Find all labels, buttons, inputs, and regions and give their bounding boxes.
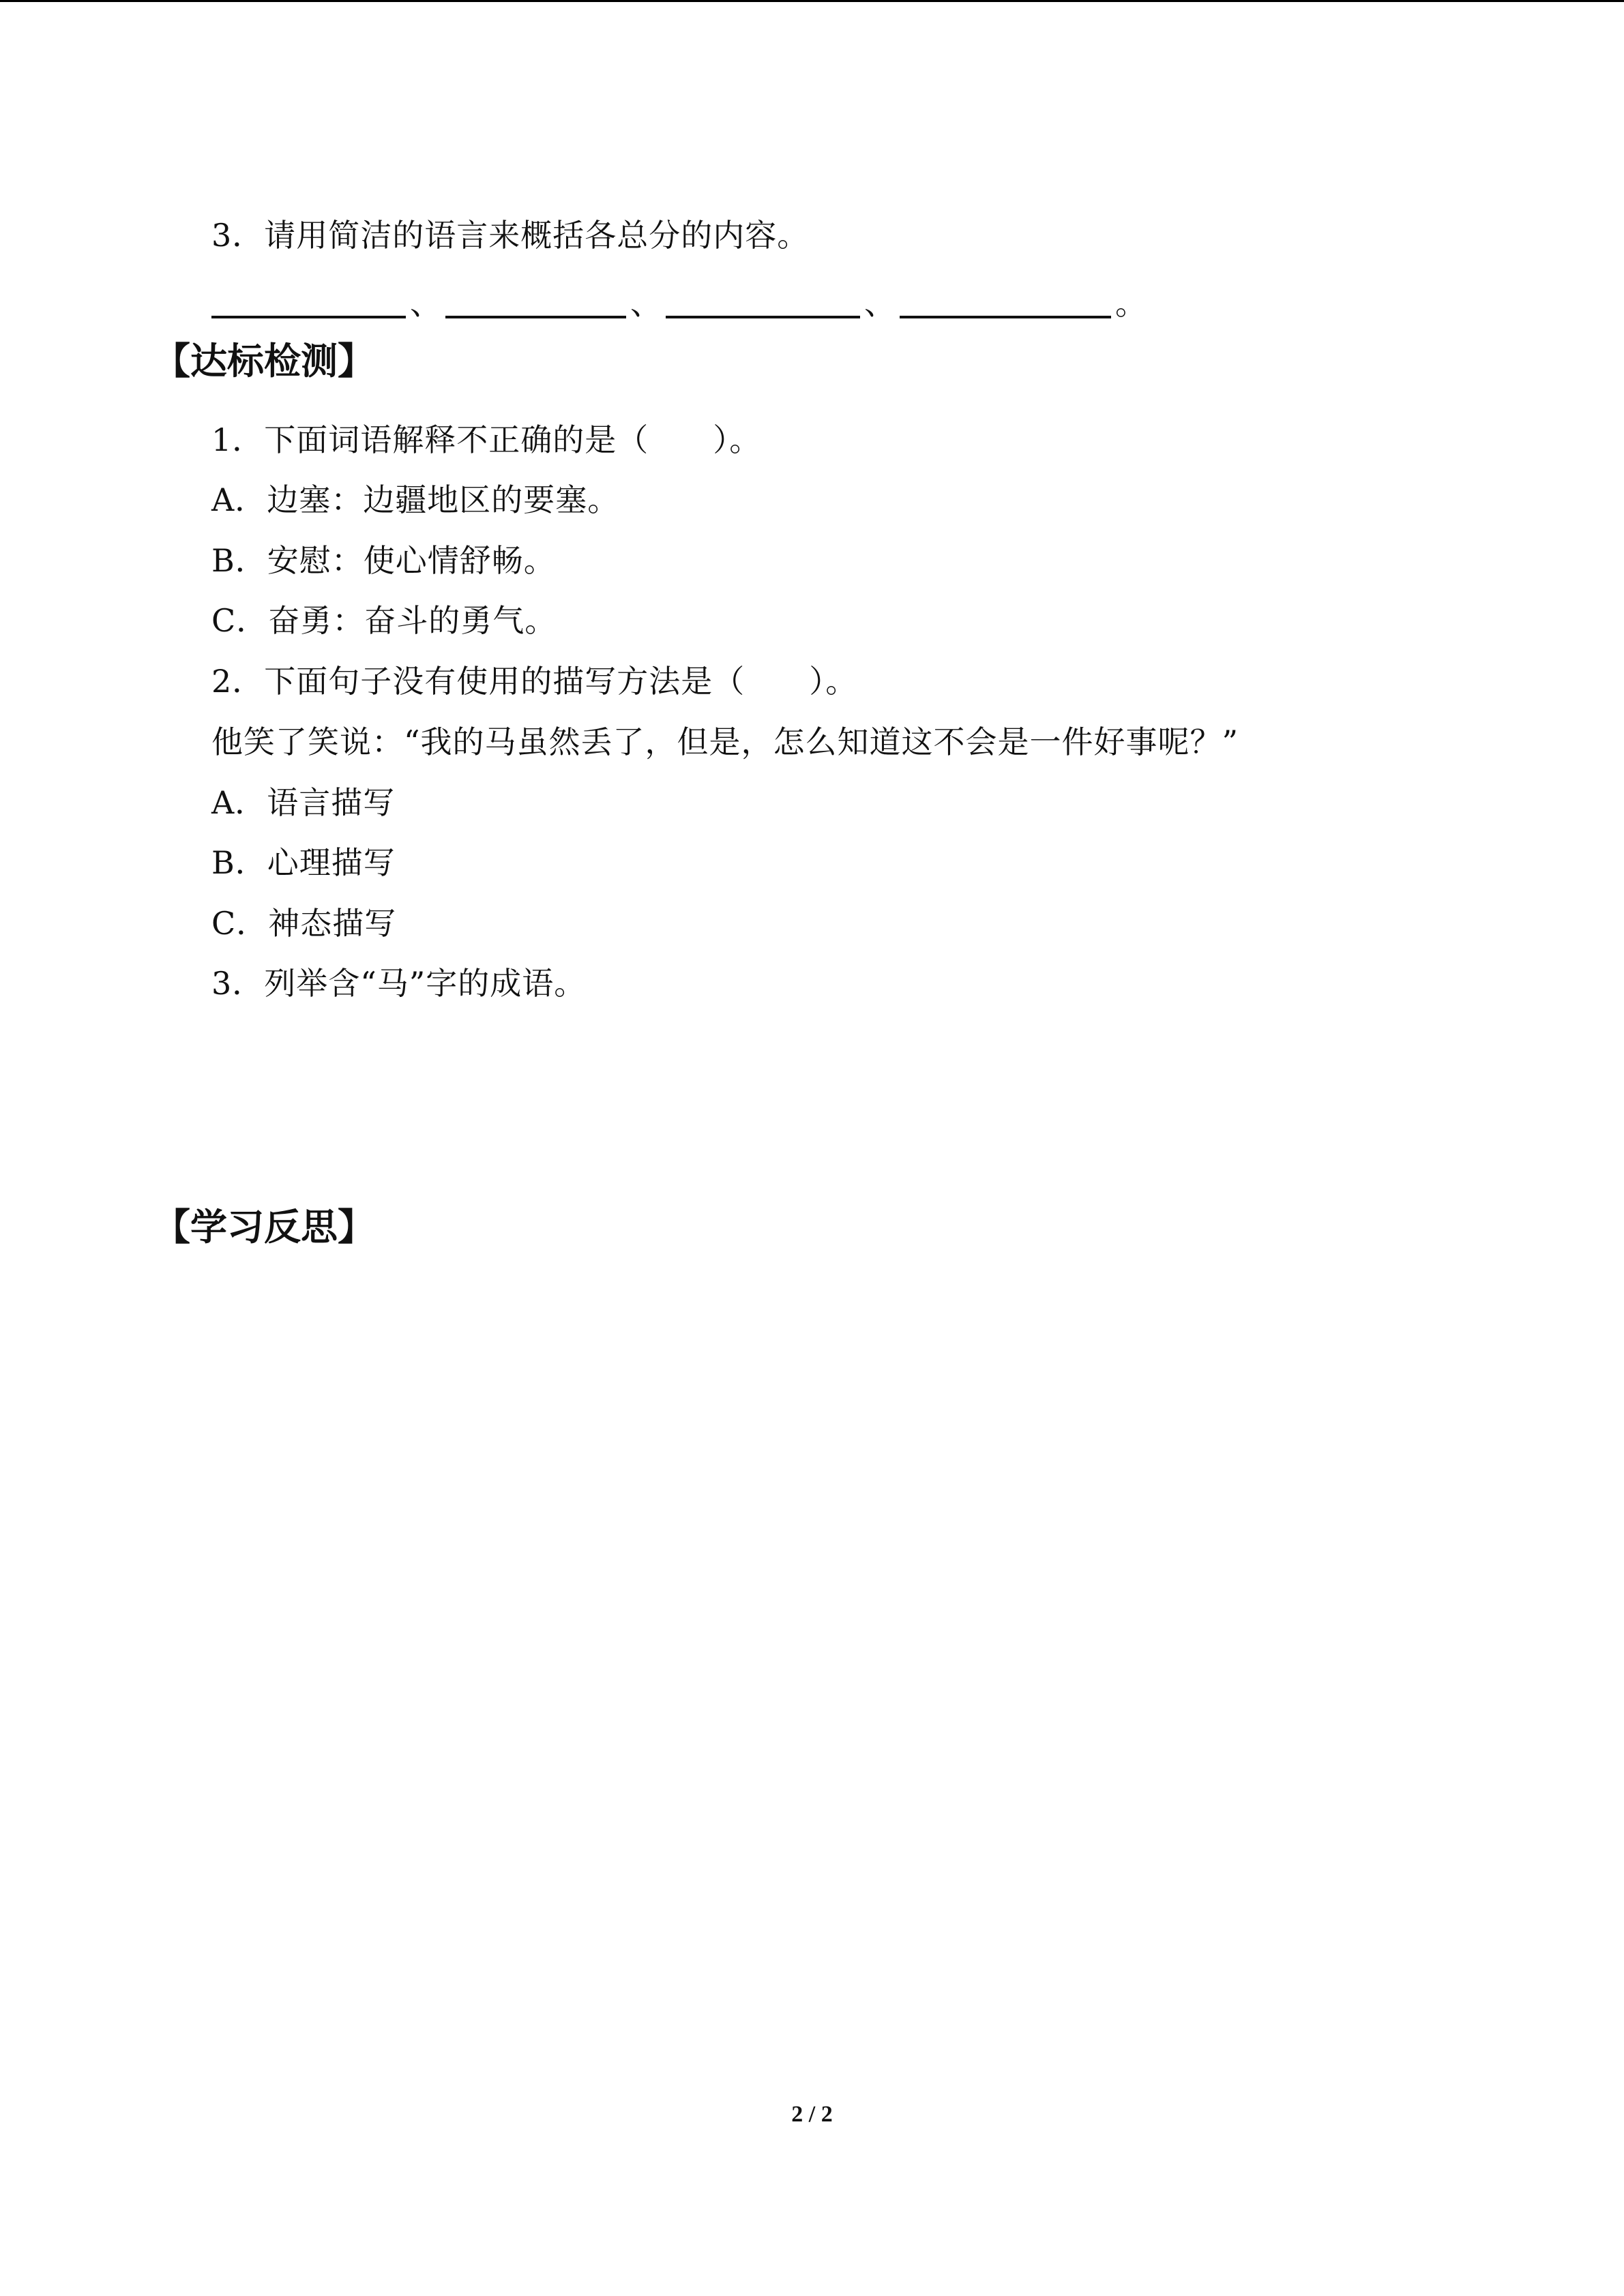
question-1-option-c: C．奋勇：奋斗的勇气。 [211, 602, 557, 639]
answer-blank-3[interactable] [666, 288, 860, 318]
answer-blank-1[interactable] [211, 288, 406, 318]
answer-blanks-row [211, 283, 1151, 324]
separator: 、 [630, 285, 662, 322]
question-2-option-a: A．语言描写 [211, 784, 396, 821]
summary-question: 3．请用简洁的语言来概括各总分的内容。 [211, 217, 810, 254]
section-heading-test: 【达标检测】 [153, 340, 374, 383]
answer-blank-2[interactable] [445, 288, 626, 318]
question-1: 1．下面词语解释不正确的是（ ）。 [211, 421, 762, 458]
answer-blank-4[interactable] [900, 288, 1111, 318]
question-2: 2．下面句子没有使用的描写方法是（ ）。 [211, 663, 858, 700]
question-1-option-a: A．边塞：边疆地区的要塞。 [211, 481, 620, 518]
separator: 、 [410, 285, 441, 322]
top-border [0, 0, 1624, 2]
question-2-sentence: 他笑了笑说：“我的马虽然丢了，但是，怎么知道这不会是一件好事呢？” [211, 724, 1239, 760]
question-2-option-c: C．神态描写 [211, 905, 397, 942]
end-mark: 。 [1115, 285, 1147, 322]
question-2-option-b: B．心理描写 [211, 844, 396, 881]
page-number: 2 / 2 [791, 2102, 833, 2127]
separator: 、 [864, 285, 896, 322]
question-3: 3．列举含“马”字的成语。 [211, 965, 587, 1002]
question-1-option-b: B．安慰：使心情舒畅。 [211, 542, 556, 579]
section-heading-reflection: 【学习反思】 [153, 1206, 374, 1249]
